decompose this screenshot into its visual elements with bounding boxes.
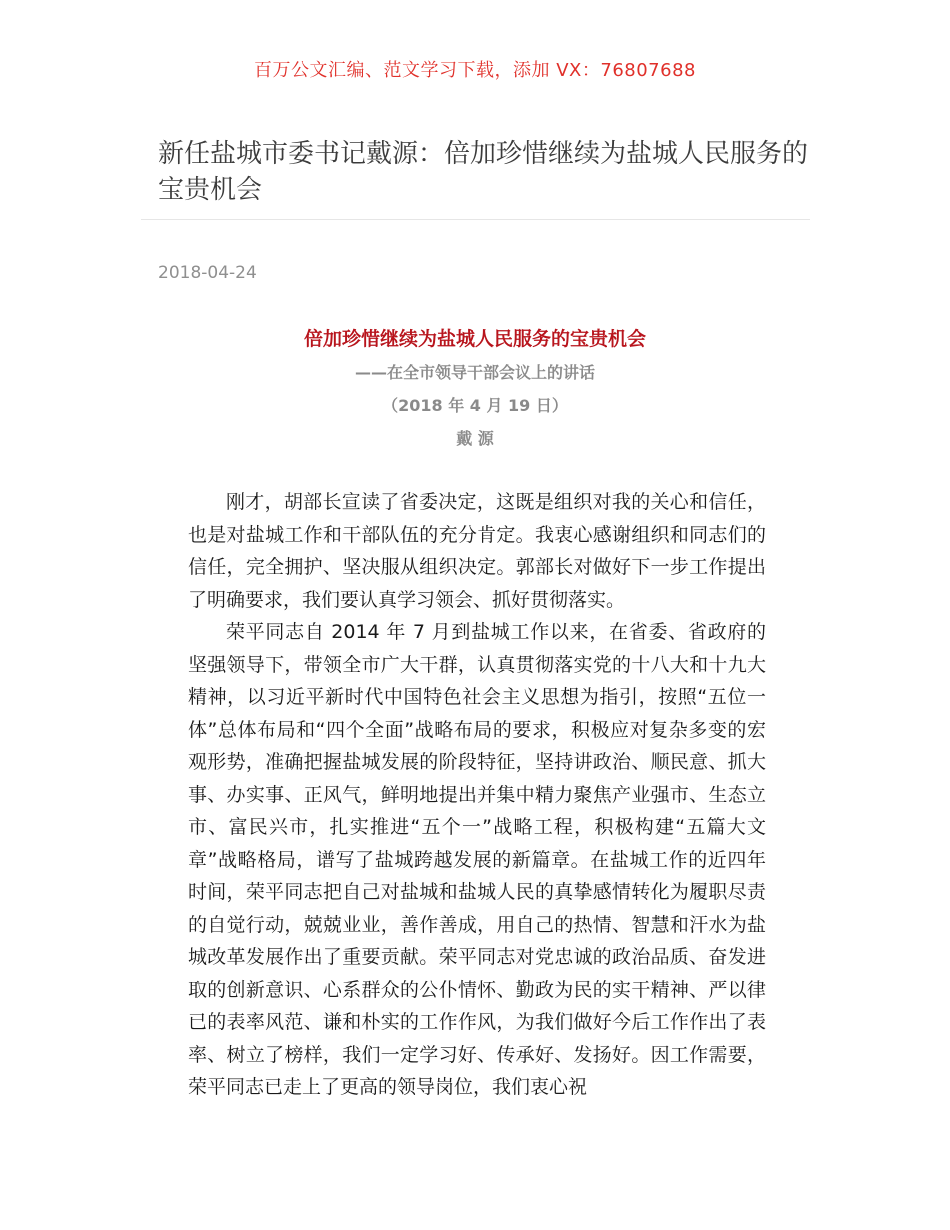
speech-heading <box>0 322 950 455</box>
publish-date: 2018-04-24 <box>158 263 257 283</box>
speech-author: 戴 源 <box>456 429 494 448</box>
speech-headline: 倍加珍惜继续为盐城人民服务的宝贵机会 <box>303 328 646 350</box>
body-paragraph: 刚才，胡部长宣读了省委决定，这既是组织对我的关心和信任，也是对盐城工作和干部队伍的充分肯定。我衷心感谢组织和同志们的信任，完全拥护、坚决服从组织决定。郭部长对做好下一步工作提出了明确要求，我们要认真学习领会、抓好贯彻落实。 <box>188 491 766 611</box>
speech-date: （2018 年 4 月 19 日） <box>382 396 568 415</box>
title-divider <box>141 219 810 220</box>
article-title: 新任盐城市委书记戴源：倍加珍惜继续为盐城人民服务的宝贵机会 <box>158 139 809 205</box>
article-body <box>188 486 766 1104</box>
speech-subtitle: ——在全市领导干部会议上的讲话 <box>354 363 595 382</box>
body-paragraph: 荣平同志自 2014 年 7 月到盐城工作以来，在省委、省政府的坚强领导下，带领全市广大干群，认真贯彻落实党的十八大和十九大精神，以习近平新时代中国特色社会主义思想为指引，按照“五位一体”总体布局和“四个全面”战略布局的要求，积极应对复杂多变的宏观形势，准确把握盐城发展的阶段特征，坚持讲政治、顺民意、抓大事、办实事、正风气，鲜明地提出并集中精力聚焦产业强市、生态立市、富民兴市，扎实推进“五个一”战略工程，积极构建“五篇大文章”战略格局，谱写了盐城跨越发展的新篇章。在盐城工作的近四年时间，荣平同志把自己对盐城和盐城人民的真挚感情转化为履职尽责的自觉行动，兢兢业业，善作善成，用自己的热情、智慧和汗水为盐城改革发展作出了重要贡献。荣平同志对党忠诚的政治品质、奋发进取的创新意识、心系群众的公仆情怀、勤政为民的实干精神、严以律已的表率风范、谦和朴实的工作作风，为我们做好今后工作作出了表率、树立了榜样，我们一定学习好、传承好、发扬好。因工作需要，荣平同志已走上了更高的领导岗位，我们衷心祝 <box>188 621 766 1098</box>
promo-banner: 百万公文汇编、范文学习下载，添加 VX：76807688 <box>254 60 696 81</box>
